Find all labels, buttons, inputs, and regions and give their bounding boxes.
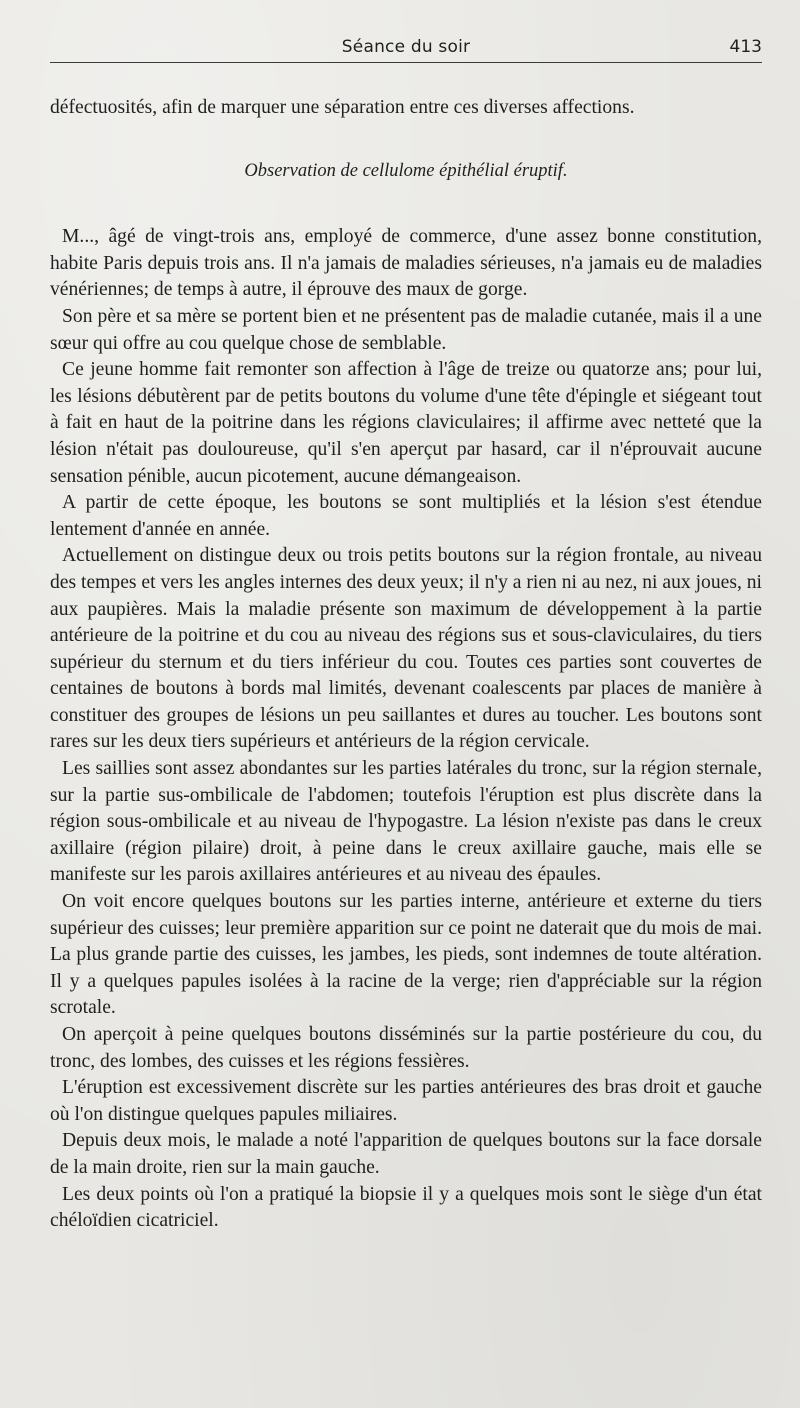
paragraph: On aperçoit à peine quelques boutons disséminés sur la partie postérieure du cou, du tronc, des lombes, des cuisses et les régions fessières. xyxy=(50,1024,762,1072)
paragraph: Actuellement on distingue deux ou trois petits boutons sur la région frontale, au niveau des tempes et vers les angles internes des deux yeux; il n'y a rien ni au nez, ni aux joues, ni aux paupières. Mais la maladie présente son maximum de développement à la partie antérieure de la poitrine et du cou au niveau des régions sus et sous-claviculaires, du tiers supérieur du sternum et du tiers inférieur du cou. Toutes ces parties sont couvertes de centaines de boutons à bords mal limités, devenant coalescents par places de manière à constituer des groupes de lésions un peu saillantes et dures au toucher. Les boutons sont rares sur les deux tiers supérieurs et antérieurs de la région cervicale. xyxy=(50,545,762,753)
paragraph: A partir de cette époque, les boutons se sont multipliés et la lésion s'est étendue lentement d'année en année. xyxy=(50,492,762,540)
paragraph: L'éruption est excessivement discrète sur les parties antérieures des bras droit et gauche où l'on distingue quelques papules miliaires. xyxy=(50,1077,762,1125)
continuation-paragraph: défectuosités, afin de marquer une séparation entre ces diverses affections. xyxy=(50,97,635,118)
running-header xyxy=(50,0,762,63)
paragraph: Les deux points où l'on a pratiqué la biopsie il y a quelques mois sont le siège d'un état chéloïdien cicatriciel. xyxy=(50,1183,762,1232)
paragraph: Ce jeune homme fait remonter son affection à l'âge de treize ou quatorze ans; pour lui, les lésions débutèrent par de petits boutons du volume d'une tête d'épingle et siégeant tout à fait en haut de la poitrine dans les régions claviculaires; il affirme avec netteté que la lésion n'était pas douloureuse, qu'il s'en aperçut par hasard, car il n'éprouvait aucune sensation pénible, aucun picotement, aucune démangeaison. xyxy=(50,359,762,487)
paragraph: Les saillies sont assez abondantes sur les parties latérales du tronc, sur la région sternale, sur la partie sus-ombilicale de l'abdomen; toutefois l'éruption est plus discrète dans la région sous-ombilicale et au niveau de l'hypogastre. La lésion n'existe pas dans le creux axillaire (région pilaire) droit, à peine dans le creux axillaire gauche, mais elle se manifeste sur les parois axillaires antérieures et au niveau des épaules. xyxy=(50,758,762,886)
paragraph: M..., âgé de vingt-trois ans, employé de commerce, d'une assez bonne constitution, habite Paris depuis trois ans. Il n'a jamais de maladies sérieuses, n'a jamais eu de maladies vénériennes; de temps à autre, il éprouve des maux de gorge. xyxy=(50,226,762,301)
paragraph: Depuis deux mois, le malade a noté l'apparition de quelques boutons sur la face dorsale de la main droite, rien sur la main gauche. xyxy=(50,1130,762,1178)
running-title: Séance du soir xyxy=(341,37,471,57)
observation-heading: Observation de cellulome épithélial éruptif. xyxy=(244,160,568,181)
paragraph: Son père et sa mère se portent bien et ne présentent pas de maladie cutanée, mais il a une sœur qui offre au cou quelque chose de semblable. xyxy=(50,305,762,354)
page-number: 413 xyxy=(729,37,762,57)
paragraph: On voit encore quelques boutons sur les parties interne, antérieure et externe du tiers supérieur des cuisses; leur première apparition sur ce point ne daterait que du mois de mai. La plus grande partie des cuisses, les jambes, les pieds, sont indemnes de toute altération. Il y a quelques papules isolées à la racine de la verge; rien d'appréciable sur la région scrotale. xyxy=(50,891,762,1019)
body-text xyxy=(50,95,762,1235)
